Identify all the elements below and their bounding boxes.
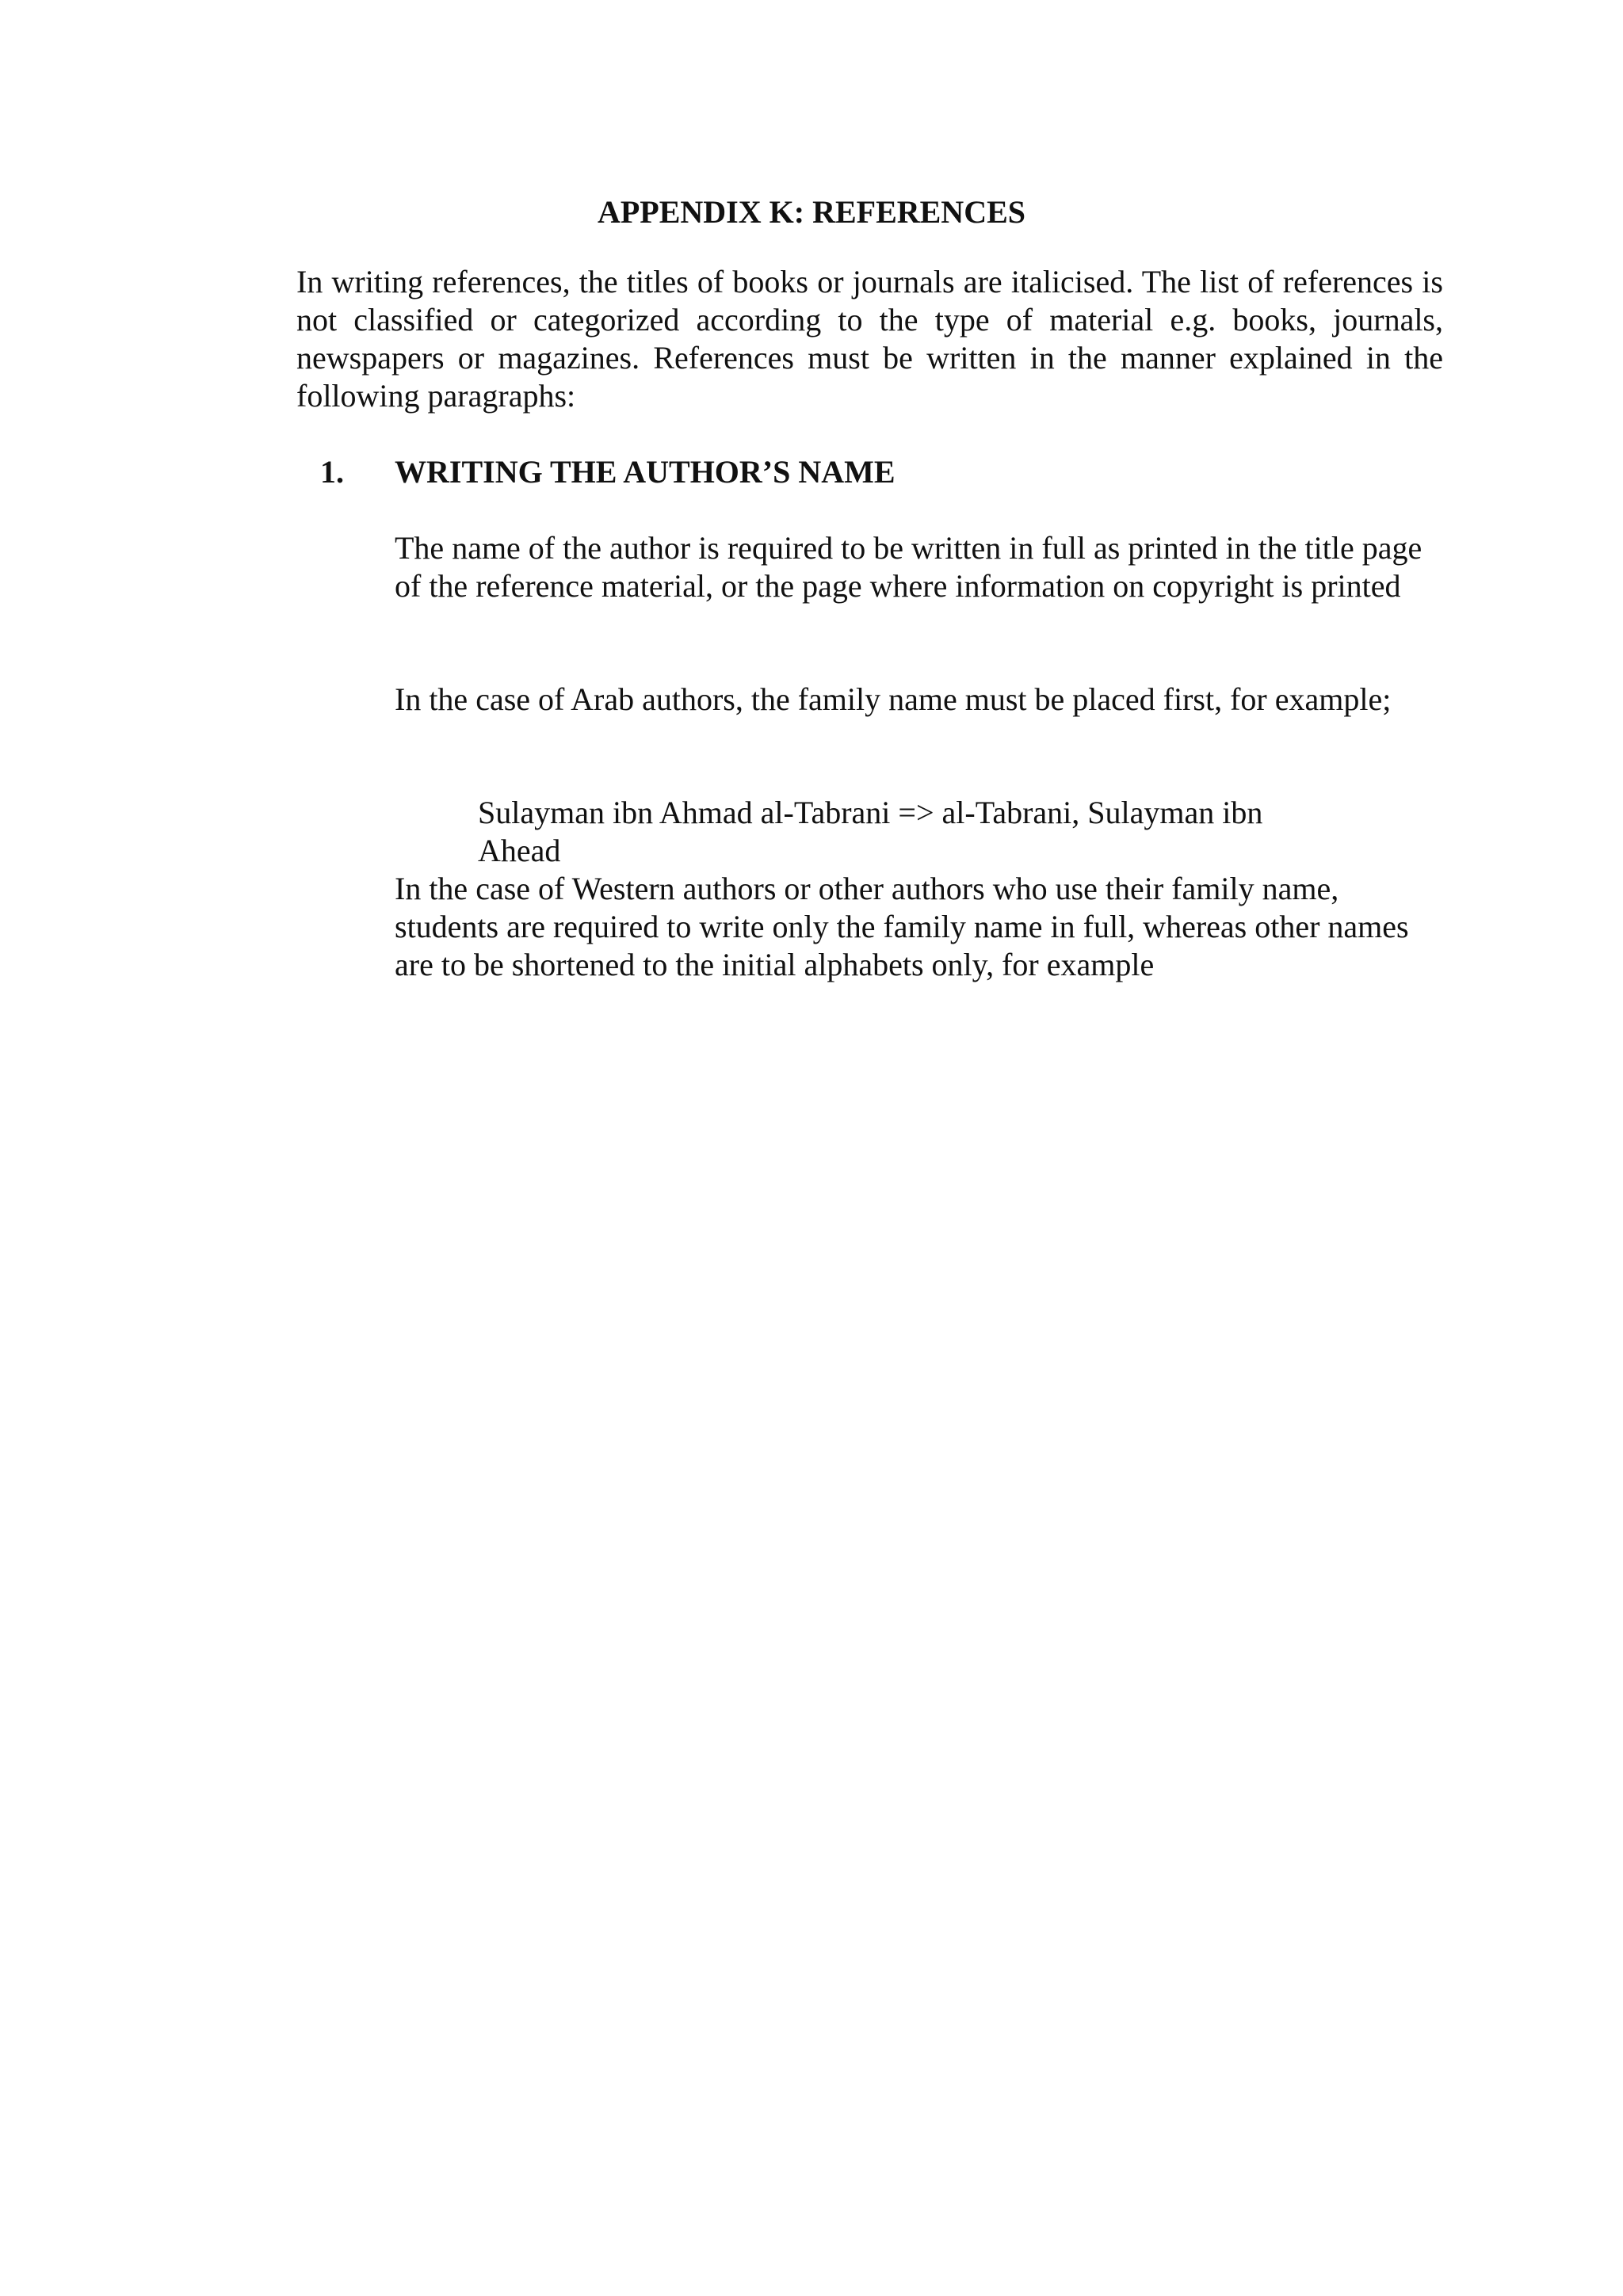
section-title: WRITING THE AUTHOR’S NAME bbox=[395, 454, 896, 490]
western-authors-paragraph: In the case of Western authors or other authors who use their family name, students are required to write only the family name in full, whereas other names are to be shortened to the initial alphabets only, for example bbox=[395, 871, 1409, 982]
arab-authors-paragraph: In the case of Arab authors, the family name must be placed first, for example; bbox=[395, 681, 1392, 717]
author-name-paragraph: The name of the author is required to be written in full as printed in the title page of the reference material, or the page where information on copyright is printed bbox=[395, 530, 1423, 604]
page-title: APPENDIX K: REFERENCES bbox=[597, 194, 1026, 230]
intro-paragraph: In writing references, the titles of books or journals are italicised. The list of references is not classified or categorized according to the type of material e.g. books, journals, newspapers or magazines. References must be written in the manner explained in the following paragraphs: bbox=[296, 264, 1443, 414]
arab-author-example: Sulayman ibn Ahmad al-Tabrani => al-Tabrani, Sulayman ibn Ahead bbox=[478, 795, 1263, 868]
section-number: 1. bbox=[320, 454, 344, 490]
section-heading bbox=[320, 453, 1430, 491]
